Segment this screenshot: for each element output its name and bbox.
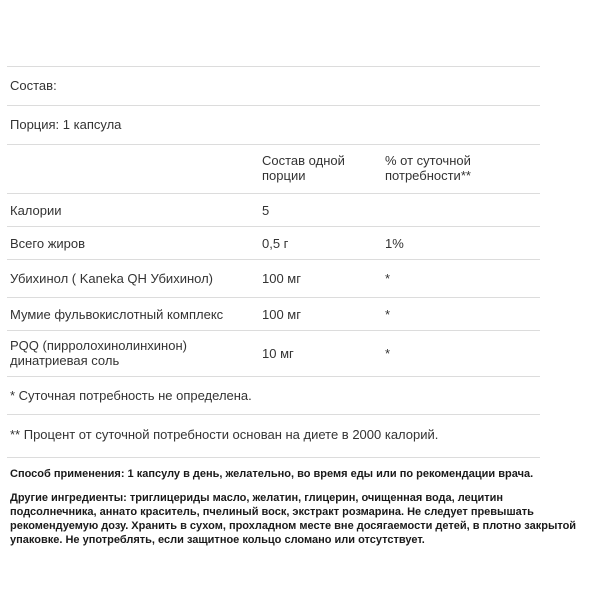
other-ingredients-paragraph: Другие ингредиенты: триглицериды масло, желатин, глицерин, очищенная вода, лецитин подсолнечника, аннато краситель, пчелиный воск, экстракт розмарина. Не следует превышать рекомендуемую дозу. Хранить в сухом, прохладном месте вне досягаемости детей, в плотно закрытой упаковке. Не употреблять, если защитное кольцо сломано или отсутствует. [10,492,577,546]
dv-value: 1% [385,236,404,251]
composition-title-row [7,67,540,106]
footnote-daily-value: * Суточная потребность не определена. [10,388,252,403]
directions-paragraph: Способ применения: 1 капсулу в день, желательно, во время еды или по рекомендации врача. [10,468,534,480]
dv-value: * [385,271,391,286]
amount-column-header-cell [262,153,385,183]
ingredient-name: Калории [10,203,62,218]
ingredient-name: Мумие фульвокислотный комплекс [10,307,224,322]
amount-value: 5 [262,203,270,218]
amount-value: 0,5 г [262,236,289,251]
dv-column-header: % от суточной потребности** [385,153,471,183]
ingredient-row-ubiquinol [7,260,540,298]
ingredient-name: PQQ (пирролохинолинхинон) динатриевая соль [10,338,187,368]
ingredient-row-total-fat [7,227,540,260]
dv-column-header-cell [385,153,540,183]
amount-column-header: Состав одной порции [262,153,345,183]
ingredient-name: Всего жиров [10,236,86,251]
label-bottom-section [7,467,592,547]
ingredient-row-calories [7,194,540,227]
table-header-row [7,145,540,194]
supplement-facts-table [7,66,540,458]
serving-size-row [7,106,540,145]
ingredient-row-shilajit [7,298,540,331]
amount-value: 100 мг [262,307,301,322]
ingredient-row-pqq [7,331,540,377]
amount-value: 100 мг [262,271,301,286]
serving-size: Порция: 1 капсула [10,117,122,132]
ingredient-name: Убихинол ( Kaneka QH Убихинол) [10,271,213,286]
footnote-row-daily-value [7,377,540,415]
dv-value: * [385,345,391,361]
composition-title: Состав: [10,78,57,93]
footnote-row-percent [7,415,540,458]
dv-value: * [385,307,391,322]
amount-value: 10 мг [262,345,294,361]
footnote-percent: ** Процент от суточной потребности основан на диете в 2000 калорий. [10,427,439,442]
